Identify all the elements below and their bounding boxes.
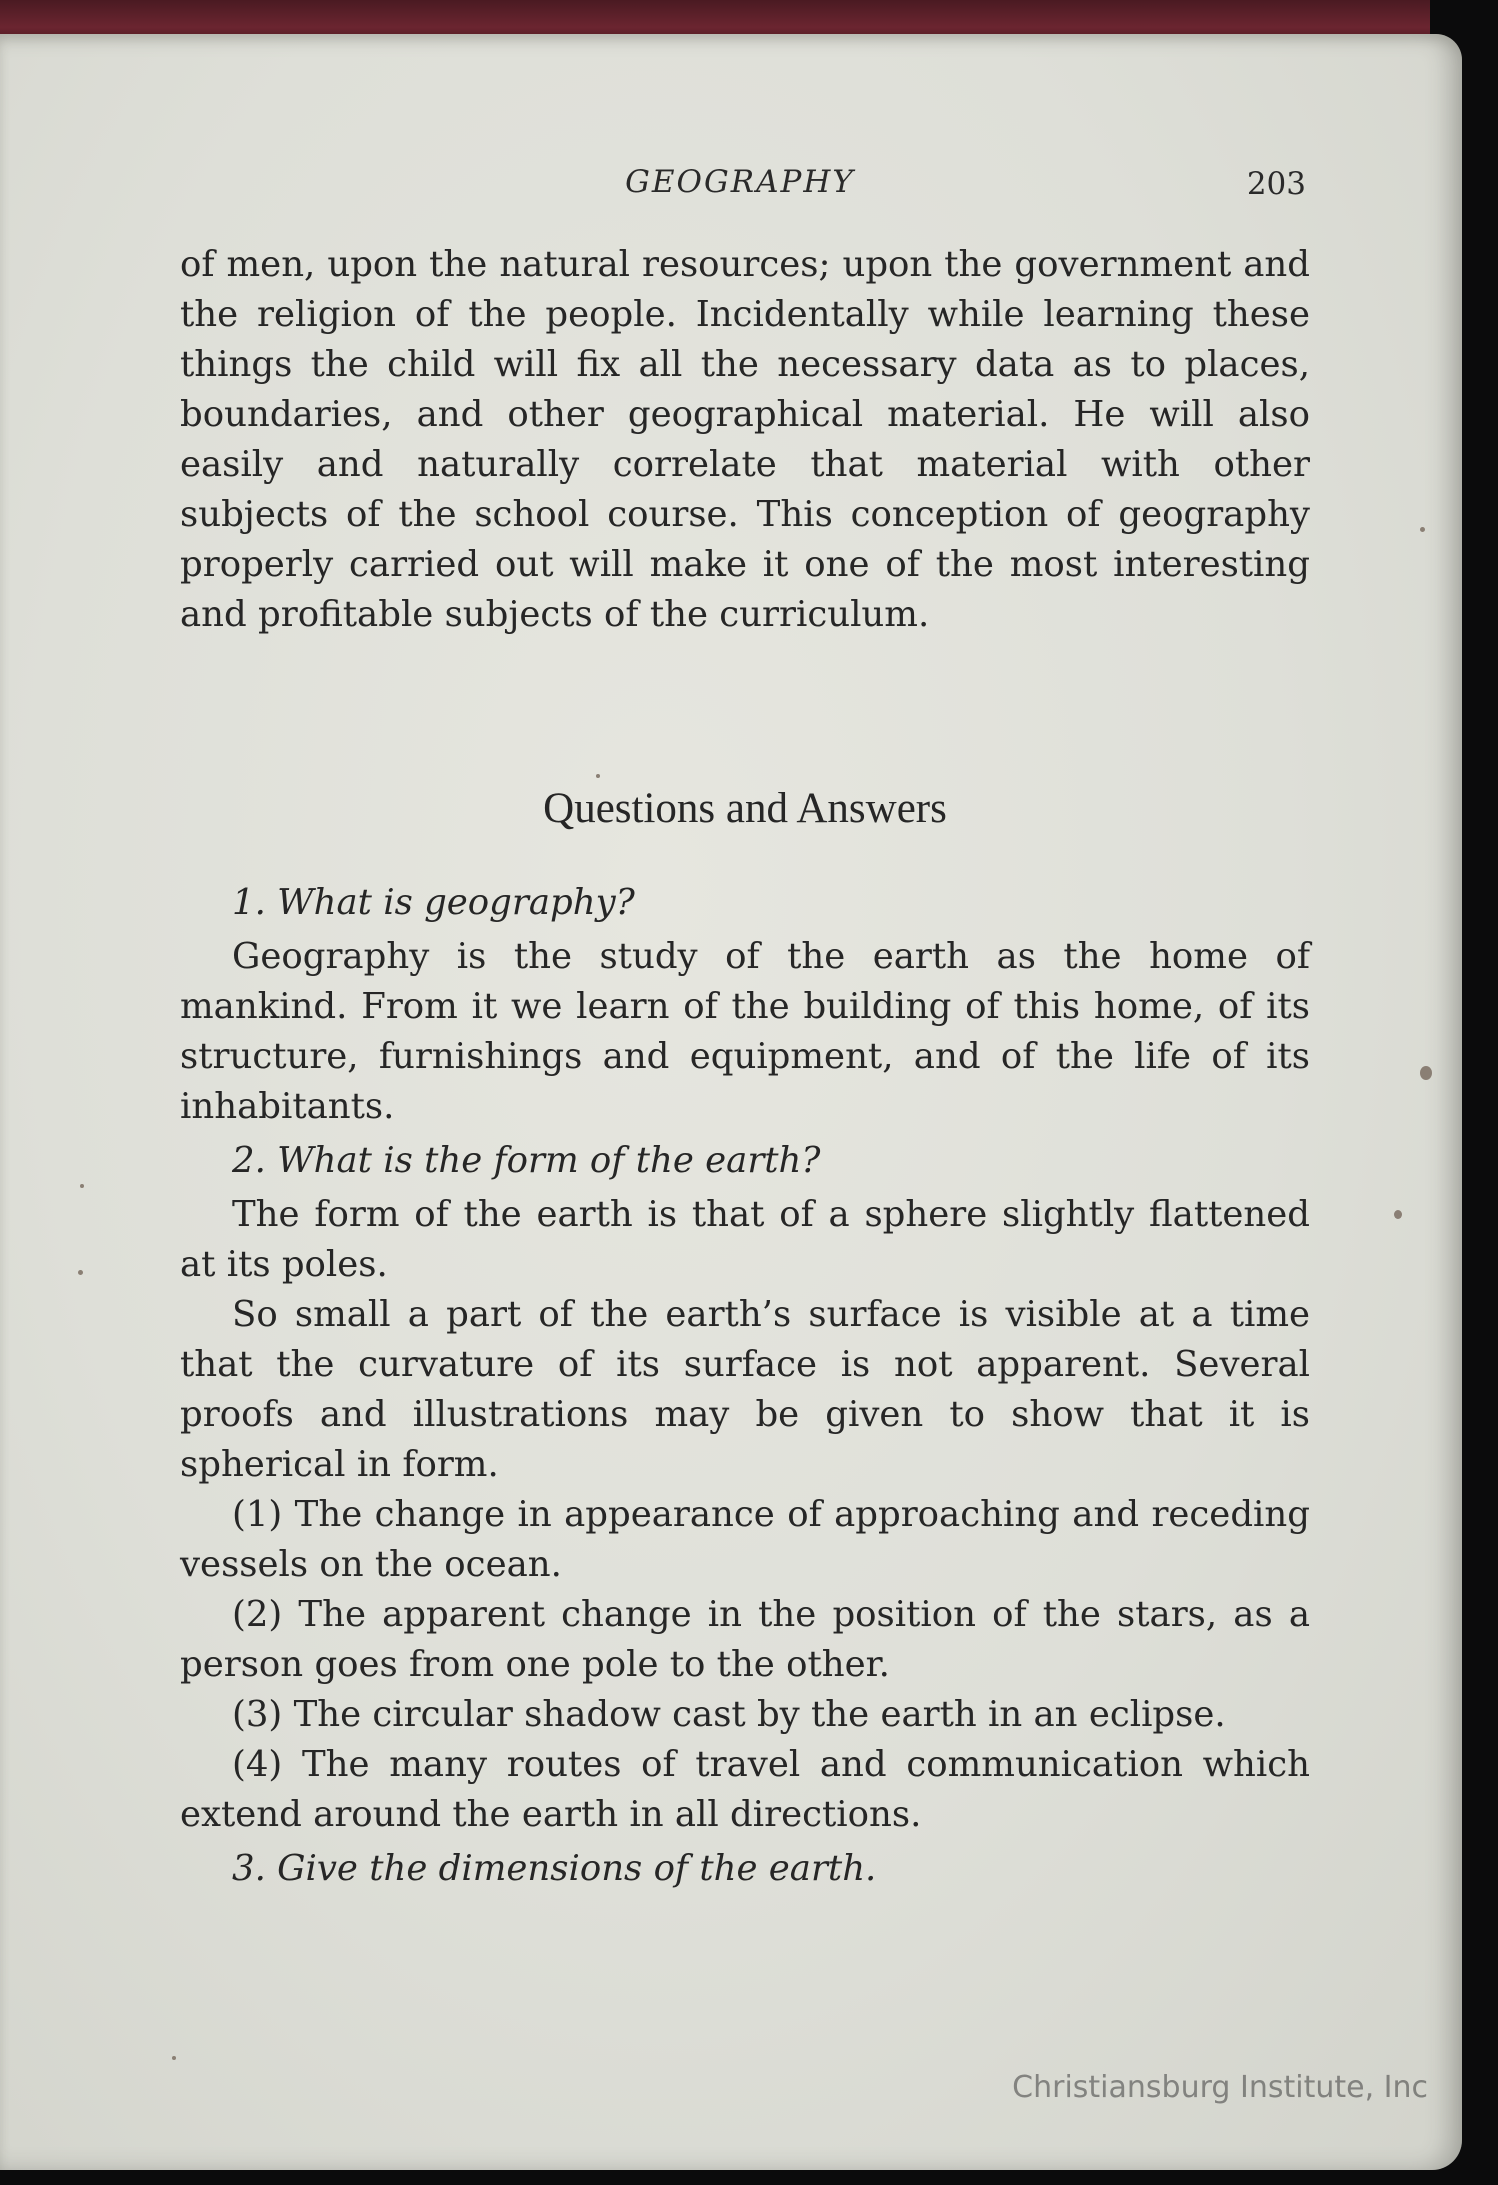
section-heading: Questions and Answers	[543, 785, 947, 832]
answer-2-paragraph: So small a part of the earth’s surface is visible at a time that the curvature of its surface is not apparent. Several proofs and illustrations may be given to show that it is spherical in form.	[180, 1294, 1310, 1485]
paper-blemish	[596, 774, 600, 778]
paper-blemish	[78, 1270, 83, 1275]
answer-2-paragraph: The form of the earth is that of a sphere slightly flattened at its poles.	[180, 1194, 1310, 1285]
proof-item-4: (4) The many routes of travel and communication which extend around the earth in all directions.	[180, 1744, 1310, 1835]
paper-blemish	[80, 1184, 84, 1188]
running-head	[180, 164, 1306, 204]
question-3: 3. Give the dimensions of the earth.	[232, 1848, 877, 1889]
paper-blemish	[1420, 1066, 1432, 1080]
answer-1-paragraph: Geography is the study of the earth as the home of mankind. From it we learn of the building of this home, of its structure, furnishings and equipment, and of the life of its inhabitants.	[180, 936, 1310, 1127]
paper-blemish	[172, 2056, 176, 2060]
question-2: 2. What is the form of the earth?	[232, 1140, 821, 1181]
proof-item-1: (1) The change in appearance of approaching and receding vessels on the ocean.	[180, 1494, 1310, 1585]
watermark: Christiansburg Institute, Inc	[1012, 2070, 1428, 2105]
intro-paragraph: of men, upon the natural resources; upon the government and the religion of the people. Incidentally while learning these things the child will fix all the necessary data as to places, boundaries, and other geographical material. He will also easily and naturally correlate that material with other subjects of the school course. This conception of geography properly carried out will make it one of the most interesting and profitable subjects of the curriculum.	[180, 244, 1310, 635]
proof-item-3: (3) The circular shadow cast by the earth in an eclipse.	[232, 1694, 1226, 1735]
question-1: 1. What is geography?	[232, 882, 635, 923]
running-head-title: GEOGRAPHY	[625, 164, 855, 200]
proof-item-2: (2) The apparent change in the position of the stars, as a person goes from one pole to the other.	[180, 1594, 1310, 1685]
intro-text	[180, 240, 1310, 640]
paper-blemish	[1394, 1210, 1402, 1219]
questions-and-answers	[180, 874, 1310, 1898]
page-number: 203	[1246, 166, 1306, 202]
paper-blemish	[1420, 527, 1425, 532]
